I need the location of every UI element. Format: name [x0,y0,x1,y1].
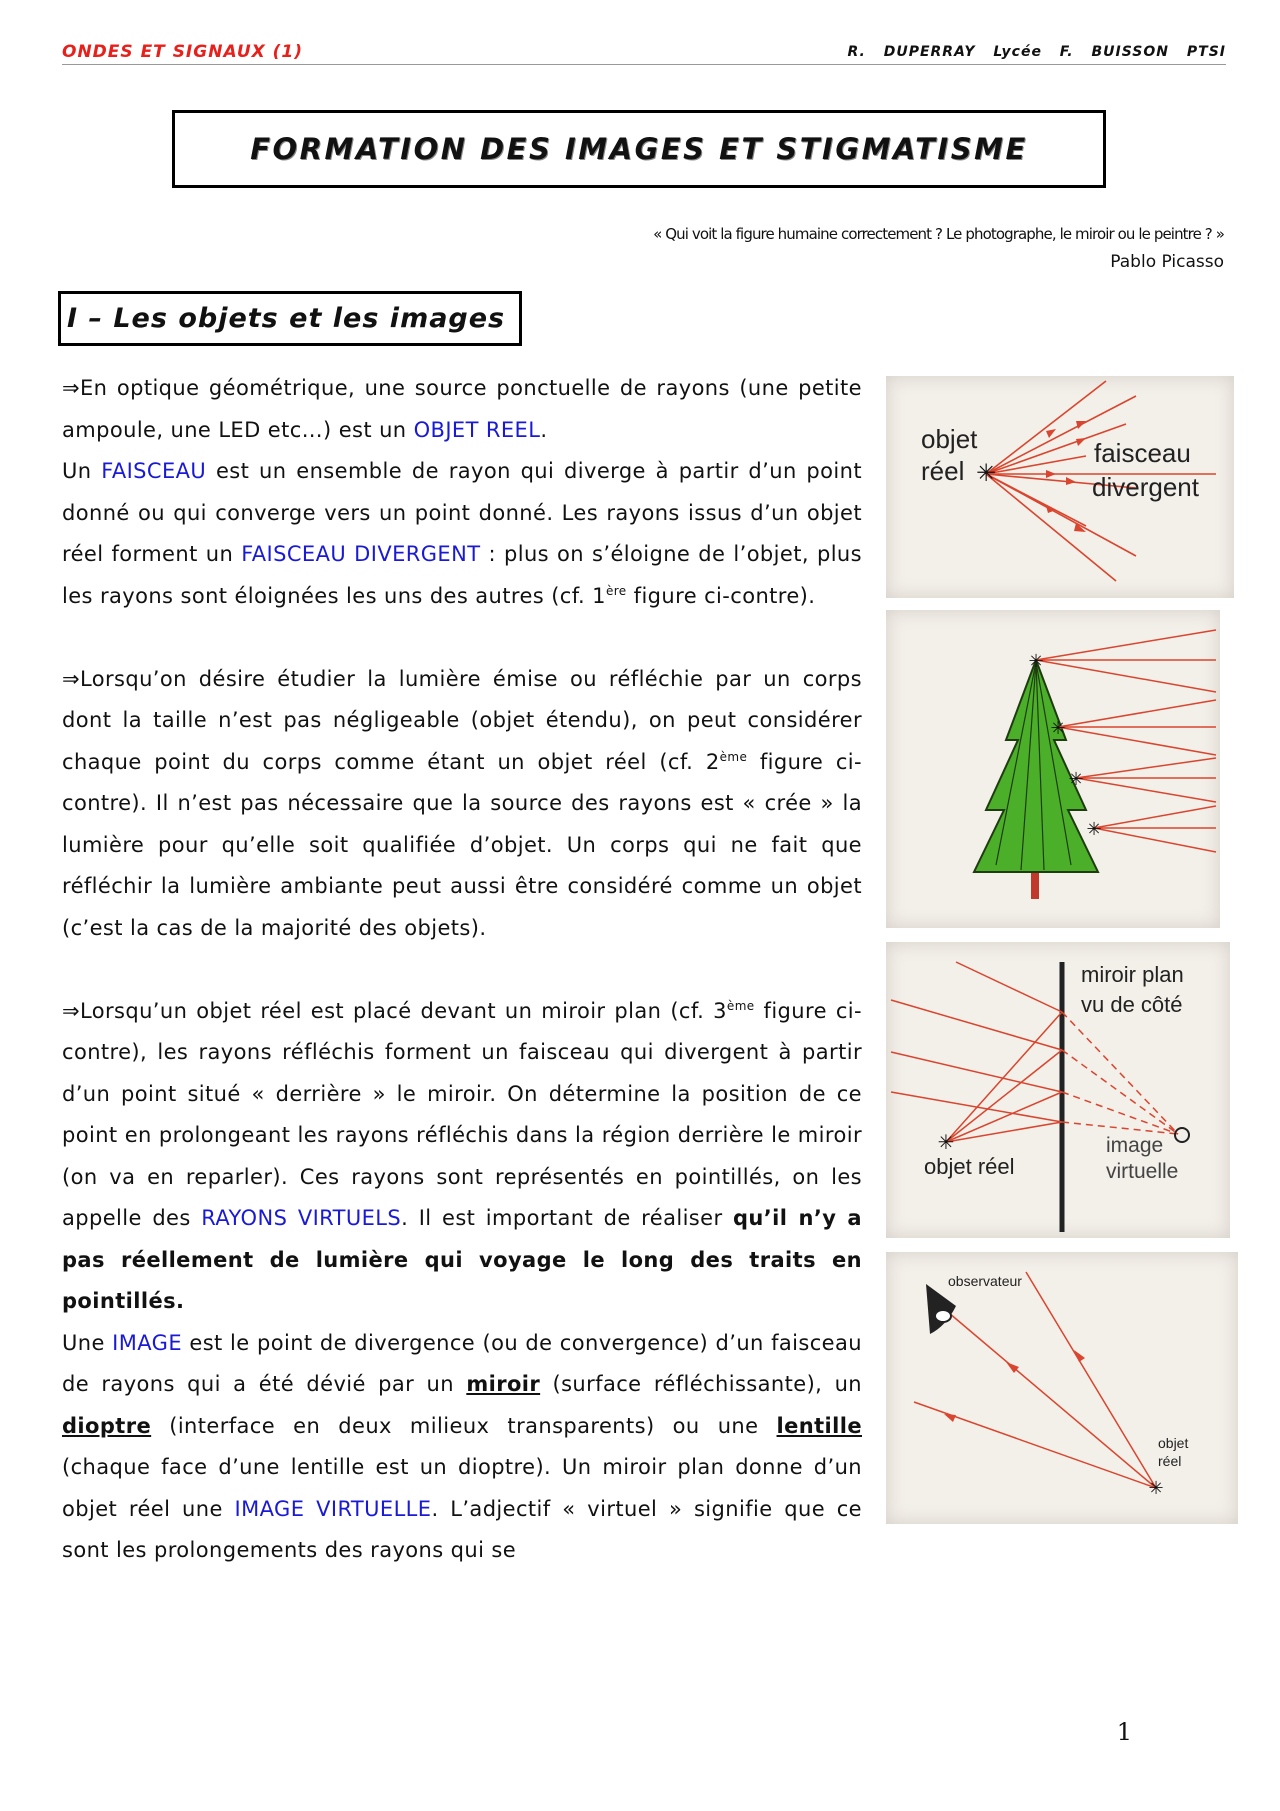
arrow-icon: ⇒ [62,998,80,1023]
label-objet-reel: objet réel [924,1154,1015,1179]
text: figure ci-contre), les rayons réfléchis forment un faisceau qui divergent à partir d’un point situé « derrière » le miroir. On détermine la position de ce point en prolongeant les rayons réfléchis dans la région derrière le miroir (on va en reparler). Ces rayons sont représentés en pointillés, on les appelle des [62,998,863,1230]
underlined-term: dioptre [62,1413,152,1438]
label-faisceau: faisceau [1094,438,1191,468]
keyword: FAISCEAU [101,459,207,483]
header-right: R. DUPERRAY Lycée F. BUISSON PTSI [847,44,1226,60]
label-objet: objet [921,424,978,454]
star-icon: ✳ [937,1130,955,1154]
text: Un [62,459,102,483]
text: (chaque face d’une lentille est un dioptre). Un miroir plan donne d’un objet réel une [62,1455,862,1521]
figure-plane-mirror [886,942,1230,1238]
text: Une [62,1330,113,1355]
star-icon: ✳ [1148,1478,1164,1499]
bold-text: qu’il n’y a pas réellement de lumière qui voyage le long des traits en pointillés. [62,1206,862,1313]
text: (interface en deux milieux transparents) ou une [151,1413,777,1438]
figure-1-svg [886,376,1234,598]
superscript: ème [726,998,755,1013]
label-reel: réel [921,456,965,486]
keyword: OBJET REEL [413,417,541,442]
quote-author: Pablo Picasso [1110,252,1224,272]
text: figure ci-contre). Il n’est pas nécessaire que la source des rayons est « crée » la lumière pour qu’elle soit qualifiée d’objet. Un corps qui ne fait que réfléchir la lumière ambiante peut aussi être considéré comme un objet (c’est la cas de la majorité des objets). [62,749,862,940]
superscript: ème [719,749,748,764]
underlined-term: lentille [776,1413,862,1438]
quote-text: « Qui voit la figure humaine correctement ? Le photographe, le miroir ou le peintre ? » [653,225,1224,243]
figure-3-svg [886,942,1230,1238]
star-icon: ✳ [1086,819,1102,840]
section-heading-box [58,291,522,346]
text: En optique géométrique, une source ponctuelle de rayons (une petite ampoule, une LED etc…) est un [62,376,862,442]
text: . L’adjectif « virtuel » signifie que ce sont les prolongements des rayons qui se [62,1496,862,1562]
label-image: image [1106,1134,1164,1157]
section-heading: I – Les objets et les images [67,303,506,334]
keyword: RAYONS VIRTUELS [201,1206,402,1230]
arrow-icon: ⇒ [62,376,80,400]
superscript: ère [605,583,627,598]
text: est le point de divergence (ou de convergence) d’un faisceau de rayons qui a été dévié par un [62,1330,862,1396]
label-vu-de-cote: vu de côté [1081,992,1183,1017]
arrow-icon: ⇒ [62,666,80,691]
label-observateur: observateur [948,1273,1022,1289]
text: est un ensemble de rayon qui diverge à partir d’un point donné ou qui converge vers un point donné. Les rayons issus d’un objet réel forment un [62,459,862,566]
page-number: 1 [1116,1718,1132,1746]
underlined-term: miroir [466,1372,541,1396]
text: Lorsqu’on désire étudier la lumière émise ou réfléchie par un corps dont la taille n’est pas négligeable (objet étendu), on peut considérer chaque point du corps comme étant un objet réel (cf. 2 [62,666,862,774]
figure-extended-object-tree [886,610,1220,928]
text: (surface réfléchissante), un [540,1372,862,1396]
keyword: IMAGE VIRTUELLE [234,1496,432,1521]
star-icon: ✳ [1050,718,1066,739]
star-icon: ✳ [1068,769,1084,790]
paragraph-2 [62,659,862,950]
label-objet: objet [1158,1435,1189,1451]
keyword: IMAGE [112,1330,183,1355]
figure-4-svg [886,1252,1238,1524]
figure-observer [886,1252,1238,1524]
label-divergent: divergent [1092,472,1199,502]
page-title: FORMATION DES IMAGES ET STIGMATISME [250,132,1028,166]
paragraph-4 [62,1323,862,1572]
paragraph-1b [62,451,862,617]
text: : plus on s’éloigne de l’objet, plus les rayons sont éloignées les uns des autres (cf. 1 [62,542,862,608]
title-box [172,110,1106,188]
text: . [540,417,548,442]
text: figure ci-contre). [626,583,816,608]
figure-divergent-beam [886,376,1234,598]
paragraph-1 [62,368,862,451]
label-reel: réel [1158,1453,1182,1469]
star-icon: ✳ [975,459,997,487]
text: Lorsqu’un objet réel est placé devant un miroir plan (cf. 3 [80,998,727,1023]
header-left: ONDES ET SIGNAUX (1) [62,42,304,62]
keyword: FAISCEAU DIVERGENT [241,542,481,566]
star-icon: ✳ [1028,651,1044,672]
header-rule [62,64,1226,65]
text: . Il est important de réaliser [401,1206,733,1230]
figure-2-svg [886,610,1220,928]
body-text [62,368,862,1572]
paragraph-3 [62,991,862,1323]
label-virtuelle: virtuelle [1106,1160,1179,1183]
label-miroir: miroir plan [1081,962,1184,987]
